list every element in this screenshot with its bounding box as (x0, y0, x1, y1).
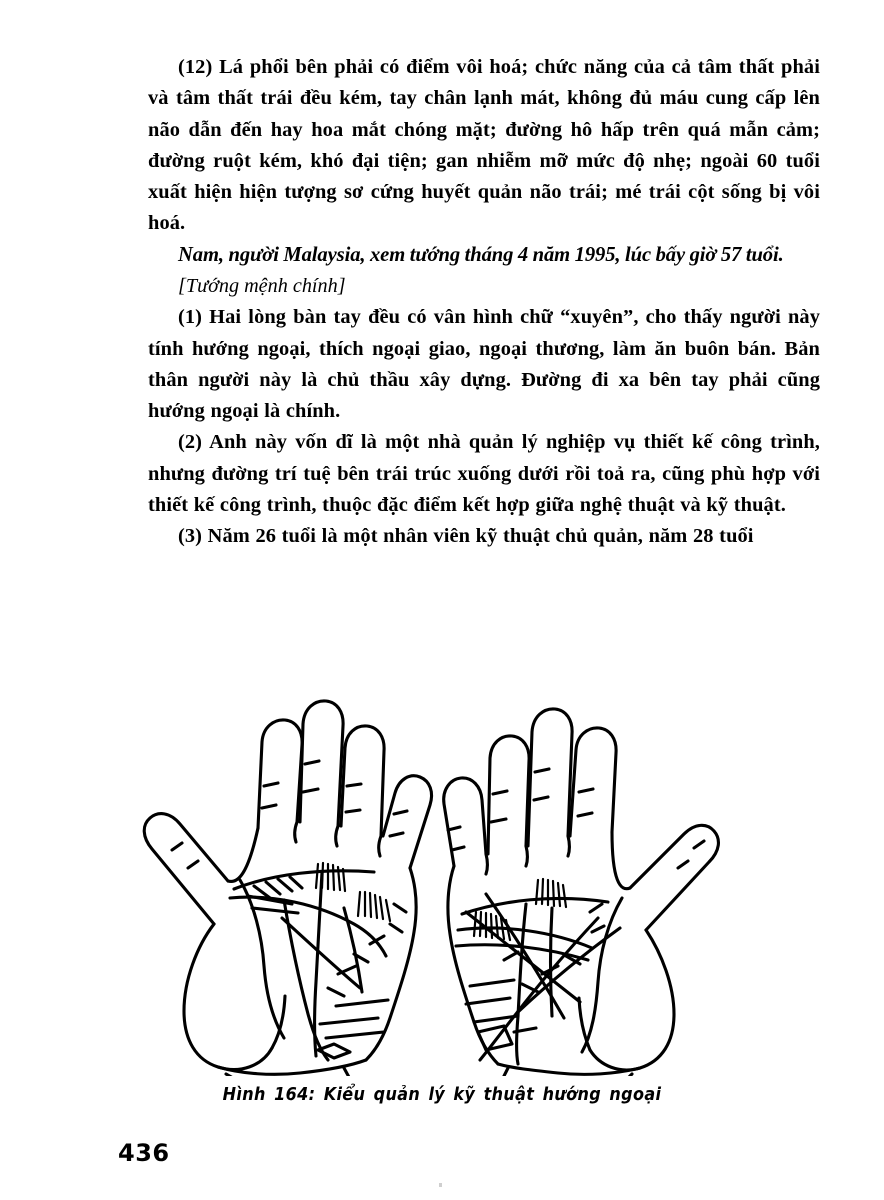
figure-caption: Hình 164: Kiểu quản lý kỹ thuật hướng ngoại (222, 1085, 662, 1105)
section-bracket-label: [Tướng mệnh chính] (178, 275, 346, 298)
figure-hands-illustration (0, 636, 884, 1076)
paragraph-3: (3) Năm 26 tuổi là một nhân viên kỹ thuật chủ quản, năm 28 tuổi (178, 525, 754, 548)
paragraph-2: (2) Anh này vốn dĩ là một nhà quản lý nghiệp vụ thiết kế công trình, nhưng đường trí tuệ bên trái trúc xuống dưới rồi toả ra, cũng phù hợp với thiết kế công trình, thuộc đặc điểm kết hợp giữa nghệ thuật và kỹ thuật. (148, 431, 820, 517)
paper-speck (439, 1183, 442, 1187)
paragraph-12: (12) Lá phổi bên phải có điểm vôi hoá; chức năng của cả tâm thất phải và tâm thất trái đều kém, tay chân lạnh mát, không đủ máu cung cấp lên não dẫn đến hay hoa mắt chóng mặt; đường hô hấp trên quá mẫn cảm; đường ruột kém, khó đại tiện; gan nhiễm mỡ mức độ nhẹ; ngoài 60 tuổi xuất hiện hiện tượng sơ cứng huyết quản não trái; mé trái cột sống bị vôi hoá. (148, 56, 820, 235)
left-hand-outline (144, 701, 431, 1076)
right-hand-outline (444, 709, 719, 1076)
paragraph-1: (1) Hai lòng bàn tay đều có vân hình chữ “xuyên”, cho thấy người này tính hướng ngoại, thích ngoại giao, ngoại thương, làm ăn buôn bán. Bản thân người này là chủ thầu xây dựng. Đường đi xa bên tay phải cũng hướng ngoại là chính. (148, 306, 820, 423)
palms-line-drawing (122, 636, 762, 1076)
case-heading: Nam, người Malaysia, xem tướng tháng 4 năm 1995, lúc bấy giờ 57 tuổi. (178, 243, 784, 266)
page-number: 436 (118, 1139, 170, 1167)
text-column (148, 52, 820, 553)
